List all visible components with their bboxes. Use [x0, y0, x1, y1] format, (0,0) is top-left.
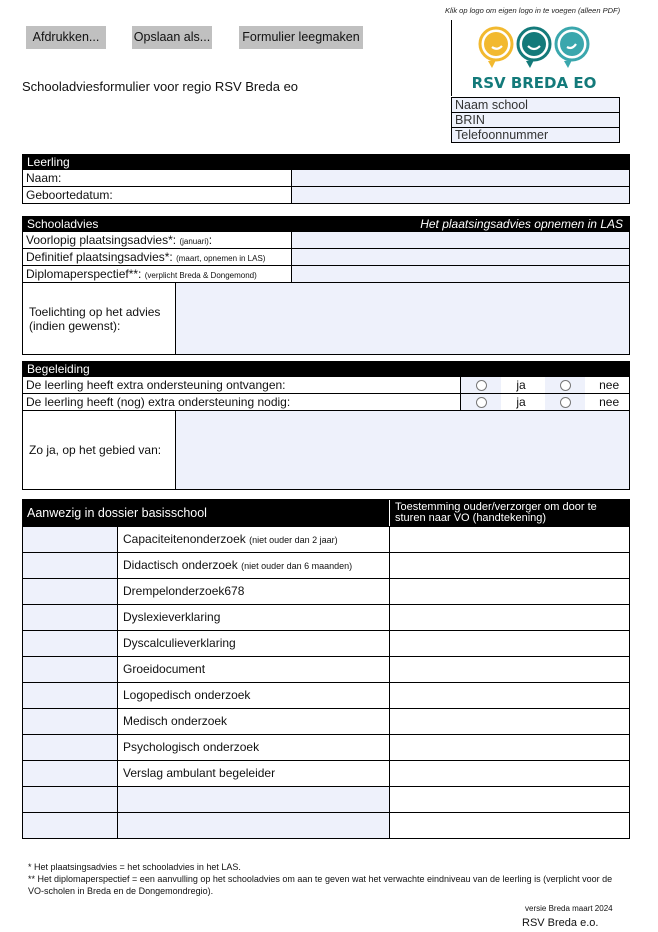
toelichting-label: Toelichting op het advies (indien gewenst): [23, 283, 176, 354]
naam-row [23, 169, 629, 186]
footnote-1: * Het plaatsingsadvies = het schooladvies in het LAS. [28, 862, 241, 872]
geboortedatum-input[interactable] [292, 187, 629, 203]
naam-label: Naam: [23, 170, 292, 186]
voorlopig-label: Voorlopig plaatsingsadvies*: (januari): [23, 232, 292, 248]
signature-field[interactable] [390, 631, 629, 656]
signature-field[interactable] [390, 813, 629, 838]
signature-field[interactable] [390, 735, 629, 760]
nodig-ja-radio[interactable] [476, 397, 487, 408]
nodig-ja-cell [461, 394, 501, 410]
diplomaperspectief-input[interactable] [292, 266, 629, 282]
toelichting-row [23, 282, 629, 354]
table-row [23, 734, 629, 760]
present-checkbox[interactable] [23, 683, 118, 708]
school-name-field[interactable]: Naam school [452, 98, 619, 113]
ontvangen-row [23, 376, 629, 393]
signature-field[interactable] [390, 605, 629, 630]
present-checkbox[interactable] [23, 813, 118, 838]
present-checkbox[interactable] [23, 605, 118, 630]
present-checkbox[interactable] [23, 579, 118, 604]
footnotes [28, 861, 628, 897]
table-row [23, 630, 629, 656]
document-name: Verslag ambulant begeleider [118, 761, 390, 786]
diplomaperspectief-label: Diplomaperspectief**: (verplicht Breda & Dongemond) [23, 266, 292, 282]
table-row [23, 604, 629, 630]
dossier-heading: Aanwezig in dossier basisschool [27, 506, 207, 520]
print-button[interactable]: Afdrukken... [26, 26, 106, 49]
logo-note: Klik op logo om eigen logo in te voegen (alleen PDF) [445, 6, 621, 15]
leerling-section [22, 154, 630, 204]
ontvangen-ja-cell [461, 377, 501, 393]
las-note: Het plaatsingsadvies opnemen in LAS [420, 217, 623, 231]
naam-input[interactable] [292, 170, 629, 186]
signature-field[interactable] [390, 553, 629, 578]
logo-button[interactable] [451, 20, 620, 96]
custom-document-input[interactable] [118, 813, 390, 838]
version-text: versie Breda maart 2024 [525, 904, 613, 913]
leerling-heading: Leerling [23, 155, 629, 169]
gebied-label: Zo ja, op het gebied van: [23, 411, 176, 489]
gebied-row [23, 410, 629, 489]
ontvangen-ja-radio[interactable] [476, 380, 487, 391]
table-row [23, 760, 629, 786]
table-row [23, 682, 629, 708]
ja-label: ja [516, 378, 526, 392]
nodig-nee-radio[interactable] [560, 397, 571, 408]
document-name: Medisch onderzoek [118, 709, 390, 734]
present-checkbox[interactable] [23, 527, 118, 552]
school-info-box [451, 97, 620, 143]
dossier-table [22, 499, 630, 839]
footnote-2: ** Het diplomaperspectief = een aanvulling op het schooladvies om aan te geven wat het verwachte eindniveau van de leerling is (verplicht voor de VO-scholen in Breda en de Dongemondregio). [28, 874, 613, 896]
present-checkbox[interactable] [23, 709, 118, 734]
ontvangen-label: De leerling heeft extra ondersteuning ontvangen: [23, 377, 461, 393]
ja-label: ja [516, 395, 526, 409]
gebied-input[interactable] [176, 411, 629, 489]
table-row [23, 526, 629, 552]
document-name: Didactisch onderzoek (niet ouder dan 6 maanden) [118, 553, 390, 578]
document-name: Dyslexieverklaring [118, 605, 390, 630]
ontvangen-nee-cell [545, 377, 585, 393]
present-checkbox[interactable] [23, 657, 118, 682]
present-checkbox[interactable] [23, 761, 118, 786]
document-name: Drempelonderzoek678 [118, 579, 390, 604]
document-name: Dyscalculieverklaring [118, 631, 390, 656]
table-row [23, 656, 629, 682]
signature-field[interactable] [390, 579, 629, 604]
document-name: Capaciteitenonderzoek (niet ouder dan 2 jaar) [118, 527, 390, 552]
dossier-header [23, 500, 629, 526]
toelichting-input[interactable] [176, 283, 629, 354]
signature-field[interactable] [390, 761, 629, 786]
logo-icon [452, 20, 620, 96]
save-as-button[interactable]: Opslaan als... [132, 26, 212, 49]
table-row [23, 812, 629, 838]
diplomaperspectief-row [23, 265, 629, 282]
nodig-row [23, 393, 629, 410]
definitief-input[interactable] [292, 249, 629, 265]
nee-label: nee [599, 395, 620, 409]
ontvangen-nee-radio[interactable] [560, 380, 571, 391]
nee-label: nee [599, 378, 620, 392]
custom-document-input[interactable] [118, 787, 390, 812]
signature-field[interactable] [390, 657, 629, 682]
begeleiding-heading: Begeleiding [23, 362, 629, 376]
definitief-label: Definitief plaatsingsadvies*: (maart, opnemen in LAS) [23, 249, 292, 265]
table-row [23, 578, 629, 604]
present-checkbox[interactable] [23, 787, 118, 812]
nodig-label: De leerling heeft (nog) extra ondersteuning nodig: [23, 394, 461, 410]
present-checkbox[interactable] [23, 553, 118, 578]
nodig-nee-cell [545, 394, 585, 410]
signature-field[interactable] [390, 527, 629, 552]
clear-form-button[interactable]: Formulier leegmaken [239, 26, 363, 49]
form-title: Schooladviesformulier voor regio RSV Breda eo [22, 79, 299, 94]
begeleiding-section [22, 361, 630, 490]
svg-text:RSV BREDA EO: RSV BREDA EO [471, 74, 597, 92]
document-name: Logopedisch onderzoek [118, 683, 390, 708]
signature-field[interactable] [390, 787, 629, 812]
table-row [23, 552, 629, 578]
present-checkbox[interactable] [23, 735, 118, 760]
geboortedatum-label: Geboortedatum: [23, 187, 292, 203]
voorlopig-row [23, 231, 629, 248]
organization-text: RSV Breda e.o. [522, 917, 599, 929]
document-name: Groeidocument [118, 657, 390, 682]
consent-heading: Toestemming ouder/verzorger om door te sturen naar VO (handtekening) [389, 500, 629, 526]
phone-field[interactable]: Telefoonnummer [452, 128, 619, 142]
voorlopig-input[interactable] [292, 232, 629, 248]
geboortedatum-row [23, 186, 629, 203]
definitief-row [23, 248, 629, 265]
table-row [23, 708, 629, 734]
present-checkbox[interactable] [23, 631, 118, 656]
table-row [23, 786, 629, 812]
schooladvies-heading: Schooladvies Het plaatsingsadvies opnemen in LAS [23, 217, 629, 231]
document-name: Psychologisch onderzoek [118, 735, 390, 760]
brin-field[interactable]: BRIN [452, 113, 619, 128]
schooladvies-section [22, 216, 630, 355]
signature-field[interactable] [390, 683, 629, 708]
signature-field[interactable] [390, 709, 629, 734]
